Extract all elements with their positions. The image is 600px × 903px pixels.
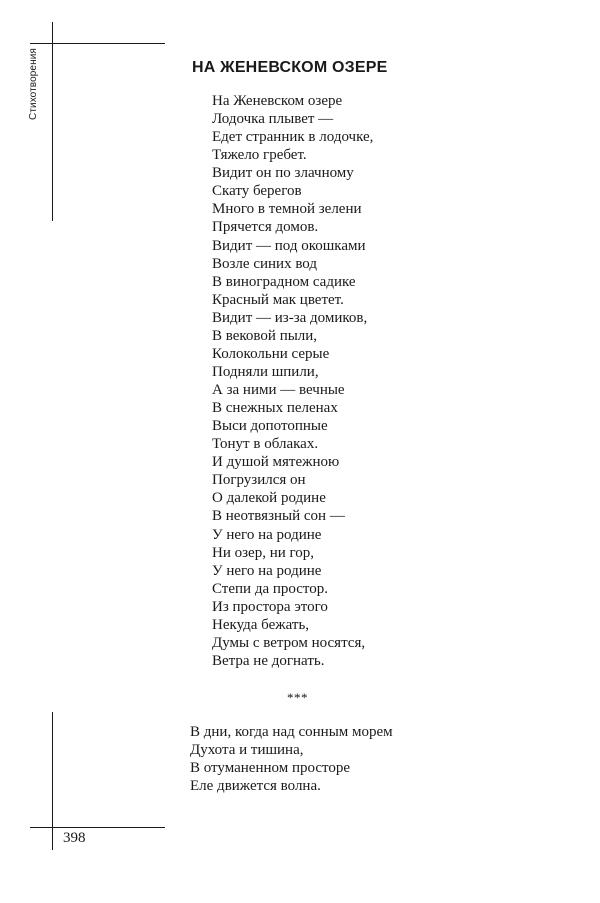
poem-body <box>212 92 373 670</box>
page-number: 398 <box>63 830 86 846</box>
poem-line: Видит — под окошками <box>212 237 366 254</box>
poem-line: У него на родине <box>212 562 322 579</box>
poem-line: В снежных пеленах <box>212 400 338 417</box>
poem-line: В неотвязный сон — <box>212 508 345 525</box>
poem-line: Скату берегов <box>212 183 302 200</box>
top-vertical-rule <box>52 22 53 221</box>
poem-line: Погрузился он <box>212 472 306 489</box>
poem-line: Подняли шпили, <box>212 363 319 380</box>
poem-line: Возле синих вод <box>212 255 317 272</box>
top-horizontal-rule <box>30 43 165 44</box>
poem-line: Из простора этого <box>212 598 328 615</box>
poem-line: Прячется домов. <box>212 219 319 236</box>
poem-line: Тяжело гребет. <box>212 147 307 164</box>
poem-line: Красный мак цветет. <box>212 291 344 308</box>
poem-line: Еле движется волна. <box>190 778 321 795</box>
poem-line: В вековой пыли, <box>212 327 318 344</box>
poem-line: Выси допотопные <box>212 418 328 435</box>
poem-line: Думы с ветром носятся, <box>212 634 366 651</box>
section-label: Стихотворения <box>28 48 39 120</box>
poem-line: Духота и тишина, <box>190 742 304 759</box>
poem-line: В виноградном садике <box>212 273 356 290</box>
poem-line: На Женевском озере <box>212 93 343 109</box>
poem-line: Видит он по злачному <box>212 165 354 182</box>
poem-line: Много в темной зелени <box>212 201 362 218</box>
poem-title: НА ЖЕНЕВСКОМ ОЗЕРЕ <box>192 59 388 76</box>
poem-line: Ни озер, ни гор, <box>212 544 315 561</box>
poem-line: Ветра не догнать. <box>212 652 325 669</box>
poem-line: В отуманенном просторе <box>190 760 351 777</box>
poem-line: Лодочка плывет — <box>212 111 334 128</box>
poem-line: Степи да простор. <box>212 580 329 597</box>
poem-line: В дни, когда над сонным морем <box>190 724 393 740</box>
poem-line: Едет странник в лодочке, <box>212 129 374 146</box>
poem-separator: *** <box>287 690 308 705</box>
poem-line: А за ними — вечные <box>212 382 345 398</box>
poem-line: Некуда бежать, <box>212 616 310 633</box>
poem-line: О далекой родине <box>212 490 326 507</box>
poem-line: У него на родине <box>212 526 322 543</box>
poem-line: Тонут в облаках. <box>212 436 319 453</box>
poem-line: Видит — из-за домиков, <box>212 309 368 326</box>
bottom-horizontal-rule <box>30 827 165 828</box>
bottom-vertical-rule <box>52 712 53 850</box>
poem-line: И душой мятежною <box>212 454 340 471</box>
next-poem-body <box>190 723 393 795</box>
poem-line: Колокольни серые <box>212 345 330 362</box>
